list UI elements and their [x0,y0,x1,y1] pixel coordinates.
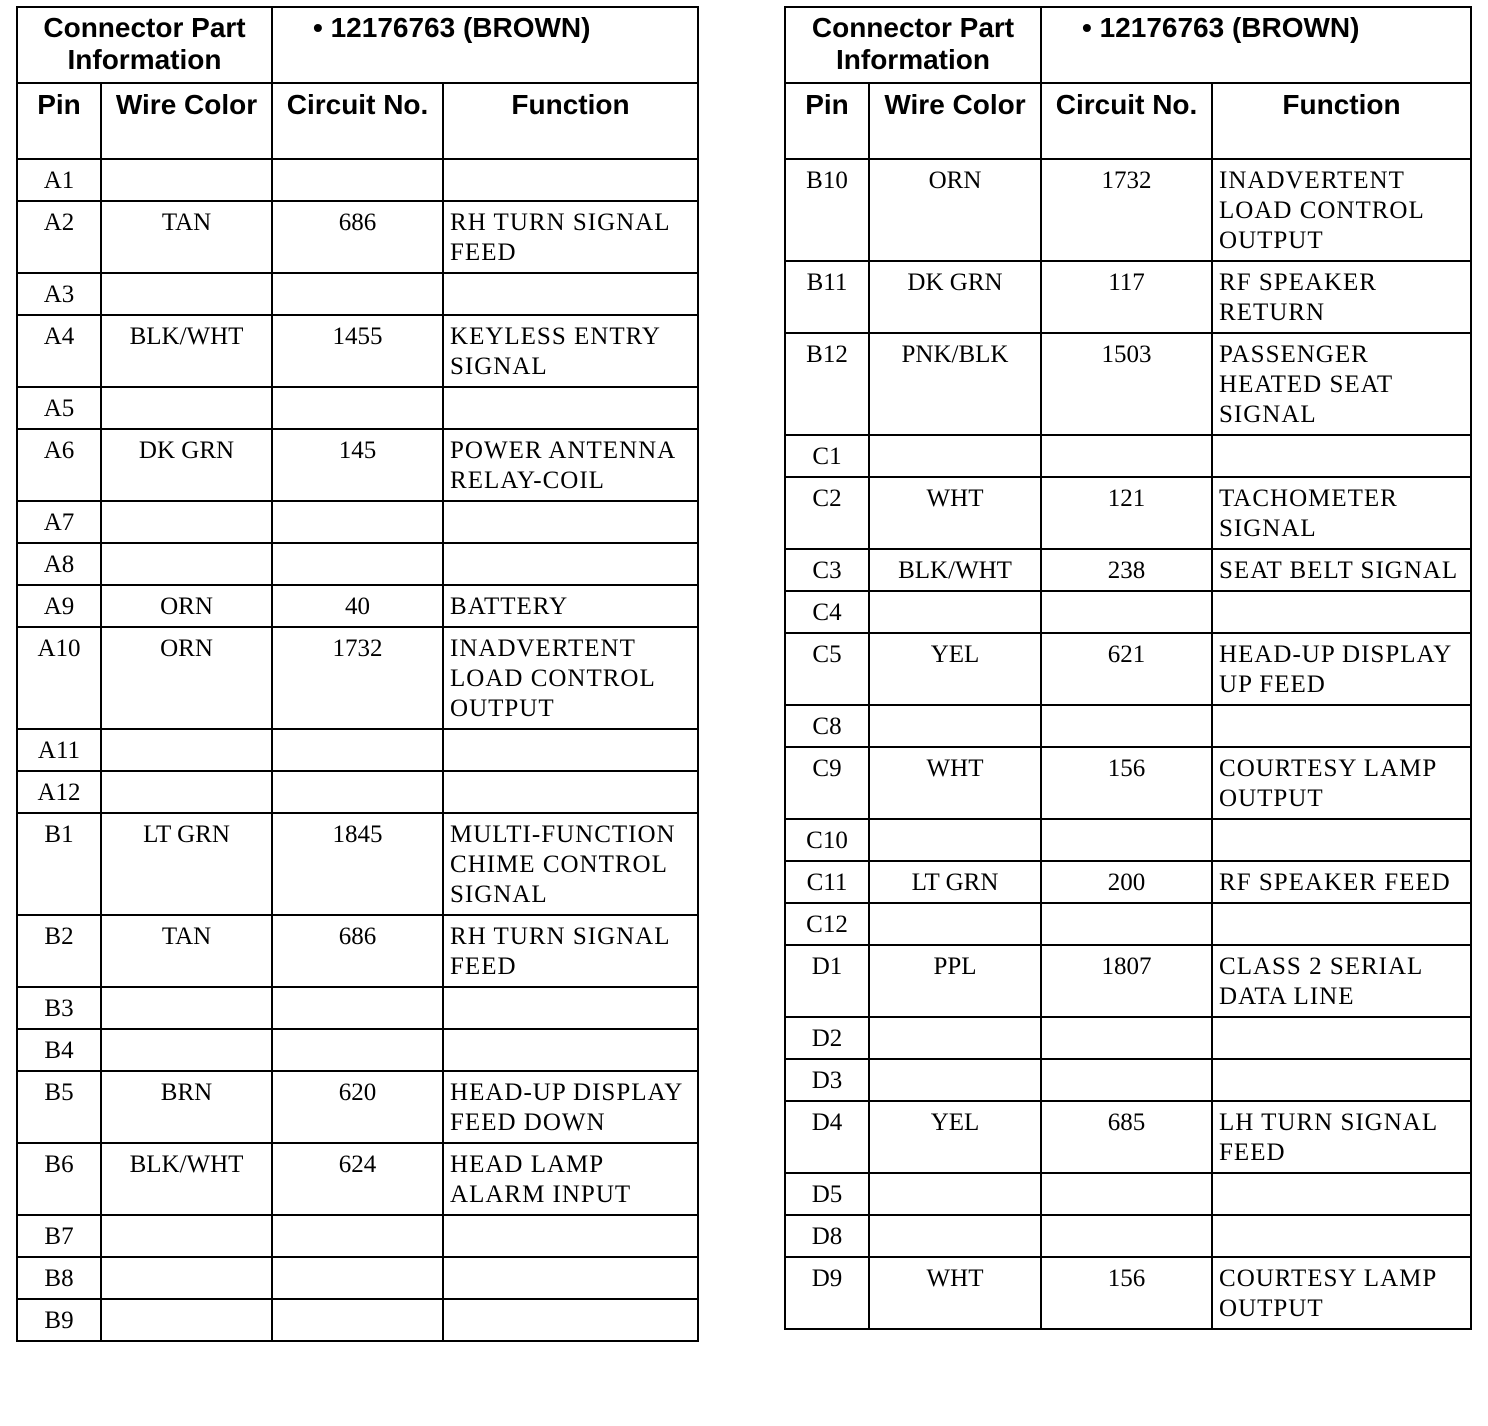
pin-cell: B5 [17,1071,101,1143]
table-row [785,633,1471,705]
function-cell [1212,1215,1471,1257]
circuit-cell [1041,1173,1212,1215]
pinout-rows [17,159,698,1341]
table-row [17,627,698,729]
function-cell: COURTESY LAMP OUTPUT [1212,747,1471,819]
pin-cell: A11 [17,729,101,771]
pin-cell: A5 [17,387,101,429]
circuit-cell [1041,591,1212,633]
pin-cell: A12 [17,771,101,813]
function-cell [443,501,698,543]
wire-color-cell [869,1173,1041,1215]
circuit-cell: 145 [272,429,443,501]
function-cell [443,387,698,429]
wire-color-cell [869,435,1041,477]
wire-color-cell: ORN [101,585,272,627]
part-info-row [17,7,698,83]
function-column-header: Function [1212,83,1471,159]
pin-cell: B10 [785,159,869,261]
table-row [17,1071,698,1143]
pin-cell: B2 [17,915,101,987]
pin-cell: D5 [785,1173,869,1215]
circuit-cell: 200 [1041,861,1212,903]
table-row [785,549,1471,591]
pin-cell: D8 [785,1215,869,1257]
wire-color-cell: TAN [101,915,272,987]
wire-color-column-header: Wire Color [101,83,272,159]
part-info-label: Connector Part Information [17,7,272,83]
wire-color-cell [869,903,1041,945]
circuit-cell: 121 [1041,477,1212,549]
circuit-cell [1041,1017,1212,1059]
pinout-table [16,6,699,1342]
function-cell [443,273,698,315]
function-cell: PASSENGER HEATED SEAT SIGNAL [1212,333,1471,435]
pin-cell: D1 [785,945,869,1017]
wire-color-cell: PNK/BLK [869,333,1041,435]
table-row [17,273,698,315]
wire-color-cell [101,273,272,315]
table-row [17,1257,698,1299]
function-cell [443,1299,698,1341]
table-row [17,387,698,429]
function-cell [1212,1017,1471,1059]
wire-color-cell [869,591,1041,633]
wire-color-cell [101,501,272,543]
wire-color-cell: YEL [869,1101,1041,1173]
circuit-cell: 117 [1041,261,1212,333]
wire-color-cell [101,1299,272,1341]
circuit-cell: 620 [272,1071,443,1143]
function-cell: LH TURN SIGNAL FEED [1212,1101,1471,1173]
function-cell [443,729,698,771]
circuit-cell: 686 [272,201,443,273]
table-row [17,813,698,915]
circuit-cell [272,387,443,429]
table-row [17,1299,698,1341]
table-row [17,1215,698,1257]
function-cell: INADVERTENT LOAD CONTROL OUTPUT [443,627,698,729]
wire-color-cell: PPL [869,945,1041,1017]
pin-cell: D2 [785,1017,869,1059]
table-row [17,771,698,813]
pin-cell: B1 [17,813,101,915]
wire-color-column-header: Wire Color [869,83,1041,159]
table-row [17,729,698,771]
pin-cell: A8 [17,543,101,585]
function-cell: COURTESY LAMP OUTPUT [1212,1257,1471,1329]
pin-cell: C1 [785,435,869,477]
pin-cell: A7 [17,501,101,543]
function-cell [443,159,698,201]
wire-color-cell: WHT [869,747,1041,819]
pin-cell: A9 [17,585,101,627]
pin-cell: A4 [17,315,101,387]
wire-color-cell [869,1215,1041,1257]
function-cell [1212,435,1471,477]
table-row [785,159,1471,261]
function-cell: BATTERY [443,585,698,627]
wire-color-cell [101,159,272,201]
table-row [785,591,1471,633]
wire-color-cell [101,1029,272,1071]
function-cell: HEAD-UP DISPLAY UP FEED [1212,633,1471,705]
circuit-cell [272,1299,443,1341]
part-info-value: • 12176763 (BROWN) [1041,7,1471,83]
table-row [785,903,1471,945]
pin-cell: A2 [17,201,101,273]
function-cell [1212,1173,1471,1215]
table-row [785,1017,1471,1059]
function-cell [443,1257,698,1299]
circuit-cell: 685 [1041,1101,1212,1173]
pin-cell: C9 [785,747,869,819]
function-cell: TACHOMETER SIGNAL [1212,477,1471,549]
circuit-cell: 1455 [272,315,443,387]
wire-color-cell [869,705,1041,747]
function-cell: MULTI-FUNCTION CHIME CONTROL SIGNAL [443,813,698,915]
function-cell: RF SPEAKER RETURN [1212,261,1471,333]
table-row [17,315,698,387]
function-column-header: Function [443,83,698,159]
circuit-cell [272,1029,443,1071]
pin-cell: B6 [17,1143,101,1215]
table-row [785,261,1471,333]
circuit-cell [1041,435,1212,477]
pin-cell: A6 [17,429,101,501]
pin-column-header: Pin [17,83,101,159]
pin-cell: B3 [17,987,101,1029]
pin-cell: B7 [17,1215,101,1257]
pinout-table [784,6,1472,1330]
function-cell [443,987,698,1029]
part-info-label: Connector Part Information [785,7,1041,83]
pin-cell: A3 [17,273,101,315]
table-row [17,585,698,627]
function-cell [443,771,698,813]
wire-color-cell [869,1017,1041,1059]
wire-color-cell [869,1059,1041,1101]
wire-color-cell: BLK/WHT [101,1143,272,1215]
pin-cell: C2 [785,477,869,549]
circuit-column-header: Circuit No. [1041,83,1212,159]
circuit-cell: 686 [272,915,443,987]
function-cell [1212,903,1471,945]
function-cell: KEYLESS ENTRY SIGNAL [443,315,698,387]
table-row [17,429,698,501]
pin-cell: C11 [785,861,869,903]
wire-color-cell: BLK/WHT [869,549,1041,591]
wire-color-cell: YEL [869,633,1041,705]
table-row [785,1173,1471,1215]
connector-table-left [16,6,697,1342]
circuit-cell: 238 [1041,549,1212,591]
pin-cell: B9 [17,1299,101,1341]
pin-cell: B12 [785,333,869,435]
wire-color-cell: DK GRN [869,261,1041,333]
circuit-cell [1041,1215,1212,1257]
function-cell: SEAT BELT SIGNAL [1212,549,1471,591]
circuit-cell: 1845 [272,813,443,915]
table-row [785,747,1471,819]
table-row [17,501,698,543]
wire-color-cell: LT GRN [869,861,1041,903]
pinout-rows [785,159,1471,1329]
function-cell: INADVERTENT LOAD CONTROL OUTPUT [1212,159,1471,261]
pin-cell: C12 [785,903,869,945]
wire-color-cell: ORN [869,159,1041,261]
table-row [785,435,1471,477]
function-cell: HEAD LAMP ALARM INPUT [443,1143,698,1215]
circuit-cell: 624 [272,1143,443,1215]
function-cell [443,543,698,585]
circuit-cell [1041,1059,1212,1101]
pin-cell: C8 [785,705,869,747]
circuit-cell [272,1215,443,1257]
column-header-row [17,83,698,159]
circuit-cell [1041,705,1212,747]
function-cell: CLASS 2 SERIAL DATA LINE [1212,945,1471,1017]
table-row [785,705,1471,747]
wire-color-cell [101,729,272,771]
circuit-cell: 621 [1041,633,1212,705]
part-info-row [785,7,1471,83]
pin-cell: C3 [785,549,869,591]
circuit-cell: 40 [272,585,443,627]
circuit-cell: 156 [1041,1257,1212,1329]
pin-column-header: Pin [785,83,869,159]
circuit-cell: 156 [1041,747,1212,819]
pin-cell: A1 [17,159,101,201]
circuit-column-header: Circuit No. [272,83,443,159]
part-info-value: • 12176763 (BROWN) [272,7,698,83]
table-row [785,333,1471,435]
function-cell [1212,591,1471,633]
pin-cell: C4 [785,591,869,633]
table-row [17,1143,698,1215]
circuit-cell [272,729,443,771]
table-row [785,1257,1471,1329]
wire-color-cell: LT GRN [101,813,272,915]
function-cell [1212,1059,1471,1101]
function-cell: POWER ANTENNA RELAY-COIL [443,429,698,501]
circuit-cell [1041,819,1212,861]
circuit-cell [272,159,443,201]
table-row [17,1029,698,1071]
table-row [785,477,1471,549]
circuit-cell: 1807 [1041,945,1212,1017]
wire-color-cell [101,1257,272,1299]
table-row [17,159,698,201]
table-row [785,1215,1471,1257]
table-row [17,987,698,1029]
pin-cell: B11 [785,261,869,333]
circuit-cell [272,987,443,1029]
function-cell: HEAD-UP DISPLAY FEED DOWN [443,1071,698,1143]
pin-cell: C5 [785,633,869,705]
circuit-cell [272,771,443,813]
pin-cell: B8 [17,1257,101,1299]
wire-color-cell [101,387,272,429]
wire-color-cell: DK GRN [101,429,272,501]
pin-cell: D9 [785,1257,869,1329]
function-cell: RH TURN SIGNAL FEED [443,915,698,987]
table-row [785,1101,1471,1173]
table-row [785,861,1471,903]
function-cell [1212,705,1471,747]
wire-color-cell [101,771,272,813]
table-row [17,915,698,987]
circuit-cell: 1732 [272,627,443,729]
column-header-row [785,83,1471,159]
connector-table-right [784,6,1470,1330]
wire-color-cell: BRN [101,1071,272,1143]
function-cell: RF SPEAKER FEED [1212,861,1471,903]
function-cell: RH TURN SIGNAL FEED [443,201,698,273]
wire-color-cell: BLK/WHT [101,315,272,387]
pin-cell: A10 [17,627,101,729]
wire-color-cell [869,819,1041,861]
wire-color-cell: ORN [101,627,272,729]
wire-color-cell: WHT [869,477,1041,549]
function-cell [443,1215,698,1257]
circuit-cell [272,501,443,543]
circuit-cell: 1732 [1041,159,1212,261]
table-row [17,543,698,585]
circuit-cell [272,1257,443,1299]
circuit-cell [272,273,443,315]
wire-color-cell [101,987,272,1029]
pin-cell: B4 [17,1029,101,1071]
circuit-cell [272,543,443,585]
circuit-cell [1041,903,1212,945]
wire-color-cell [101,1215,272,1257]
table-row [785,1059,1471,1101]
wire-color-cell: WHT [869,1257,1041,1329]
function-cell [443,1029,698,1071]
table-row [785,819,1471,861]
wire-color-cell: TAN [101,201,272,273]
table-row [785,945,1471,1017]
function-cell [1212,819,1471,861]
table-row [17,201,698,273]
pin-cell: C10 [785,819,869,861]
wire-color-cell [101,543,272,585]
pin-cell: D3 [785,1059,869,1101]
pin-cell: D4 [785,1101,869,1173]
circuit-cell: 1503 [1041,333,1212,435]
